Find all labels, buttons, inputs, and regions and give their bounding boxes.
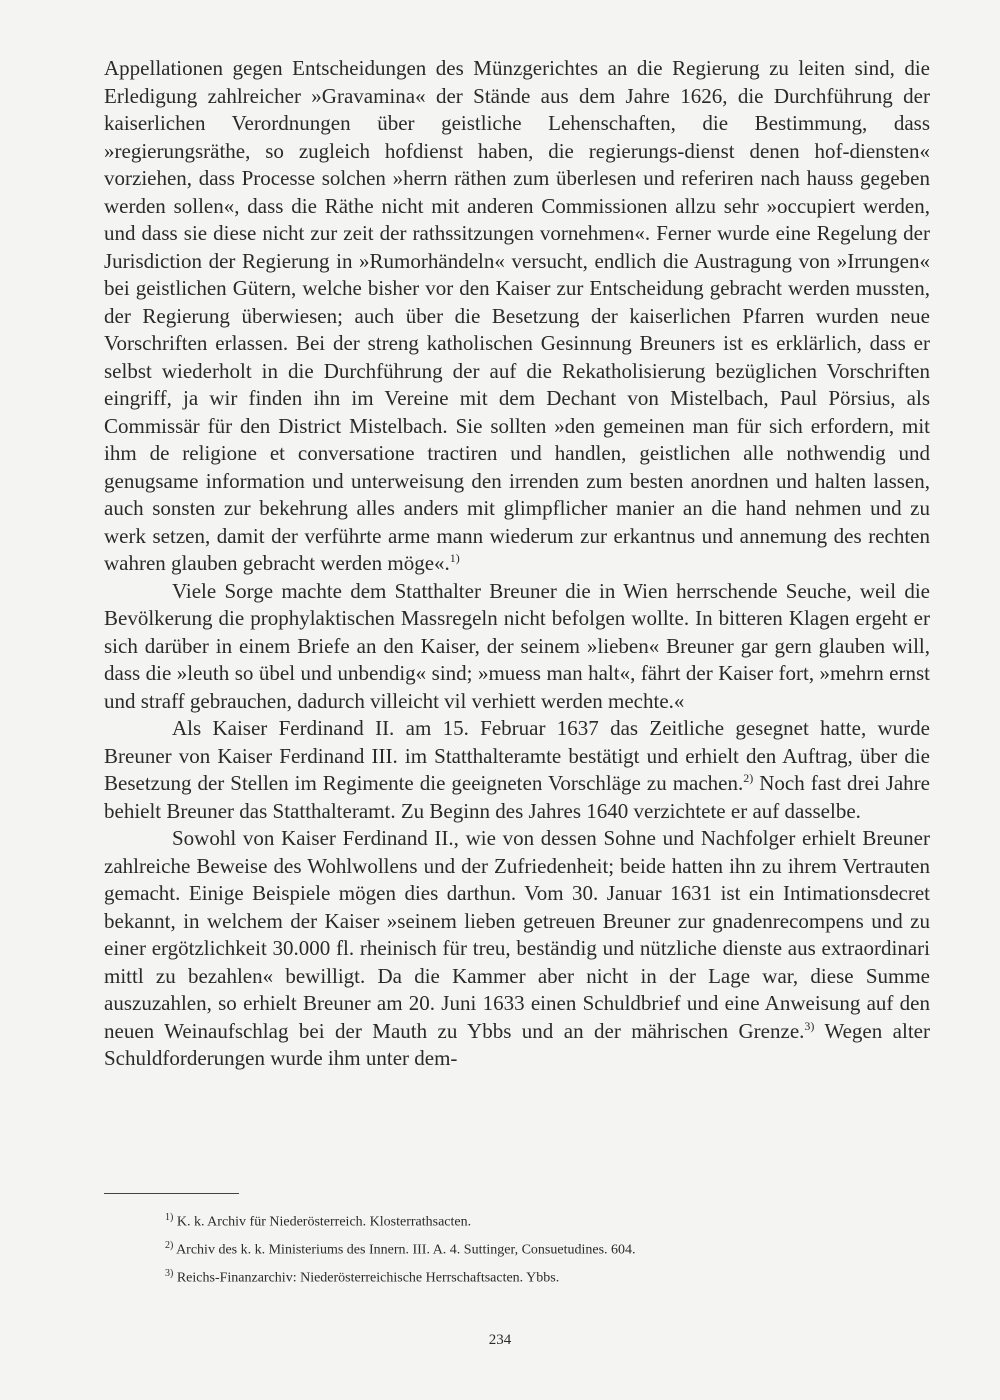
- paragraph: [104, 578, 930, 716]
- footnote-marker: 2): [165, 1240, 174, 1252]
- body-text: [104, 55, 930, 1073]
- footnote-text: K. k. Archiv für Niederösterreich. Klosterrathsacten.: [173, 1214, 472, 1230]
- paragraph-text: Noch fast drei Jahre behielt Breuner das Statthalteramt. Zu Beginn des Jahres 1640 verzichtete er auf dasselbe.: [104, 771, 930, 823]
- footnote: [165, 1206, 865, 1234]
- paragraph-text: Als Kaiser Ferdinand II. am 15. Februar 1637 das Zeitliche gesegnet hatte, wurde Breuner von Kaiser Ferdinand III. im Statthalteramte bestätigt und erhielt den Auftrag, über die Besetzung der Stellen im Regimente die geeigneten Vorschläge zu machen.: [104, 716, 930, 795]
- paragraph-text: Appellationen gegen Entscheidungen des Münzgerichtes an die Regierung zu leiten sind, die Erledigung zahlreicher »Gravamina« der Stände aus dem Jahre 1626, die Durchführung der kaiserlichen Verordnungen über geistliche Lehenschaften, die Bestimmung, dass »regierungsräthe, so zugleich hofdienst haben, die regierungs-dienst denen hof-diensten« vorziehen, dass Processe solchen »herrn räthen zum überlesen und referiren nach hauss gegeben werden sollen«, dass die Räthe nicht mit anderen Commissionen allzu sehr »occupiert werden, und dass sie diese nicht zur zeit der rathssitzungen vornehmen«. Ferner wurde eine Regelung der Jurisdiction der Regierung in »Rumorhändeln« versucht, endlich die Austragung von »Irrungen« bei geistlichen Gütern, welche bisher vor den Kaiser zur Entscheidung gebracht werden mussten, der Regierung überwiesen; auch über die Besetzung der kaiserlichen Pfarren wurden neue Vorschriften erlassen. Bei der streng katholischen Gesinnung Breuners ist es erklärlich, dass er selbst wiederholt in die Durchführung der auf die Rekatholisierung bezüglichen Vorschriften eingriff, ja wir finden ihn im Vereine mit dem Dechant von Mistelbach, Paul Pörsius, als Commissär für den District Mistelbach. Sie sollten »den gemeinen man für sich erfordern, mit ihm de religione et conversatione tractiren und handlen, geistlichen alle nothwendig und genugsame information und unterweisung den irrenden zum besten anordnen und halten lassen, auch sonsten zur bekehrung alles anders mit glimpflicher manier an die hand nehmen und zu werk setzen, damit der verführte arme mann wiederum zur erkantnus und annemung des rechten wahren glauben gebracht werden möge«.: [104, 56, 930, 575]
- footnote: [165, 1234, 865, 1262]
- paragraph-text: Sowohl von Kaiser Ferdinand II., wie von dessen Sohne und Nachfolger erhielt Breuner zahlreiche Beweise des Wohlwollens und der Zufriedenheit; beide hatten ihn zu ihrem Vertrauten gemacht. Einige Beispiele mögen dies darthun. Vom 30. Januar 1631 ist ein Intimationsdecret bekannt, in welchem der Kaiser »seinem lieben getreuen Breuner zur gnadenrecompens und zu einer ergötzlichkeit 30.000 fl. rheinisch für treu, beständig und nützliche dienste aus extraordinari mittl zu bezahlen« bewilligt. Da die Kammer aber nicht in der Lage war, diese Summe auszuzahlen, so erhielt Breuner am 20. Juni 1633 einen Schuldbrief und eine Anweisung auf den neuen Weinaufschlag bei der Mauth zu Ybbs und an der mährischen Grenze.: [104, 826, 930, 1043]
- footnote-text: Archiv des k. k. Ministeriums des Innern. III. A. 4. Suttinger, Consuetudines. 604.: [173, 1242, 636, 1258]
- footnote-reference: 3): [804, 1018, 815, 1033]
- footnote-reference: 1): [449, 551, 460, 565]
- footnote-marker: 1): [165, 1212, 174, 1223]
- page-number: 234: [488, 1332, 512, 1348]
- footnote-text: Reichs-Finanzarchiv: Niederösterreichische Herrschaftsacten. Ybbs.: [173, 1270, 560, 1286]
- paragraph: [104, 715, 930, 825]
- paragraph: [104, 55, 930, 578]
- footnotes: [165, 1206, 865, 1290]
- paragraph-text: Wegen alter Schuldforderungen wurde ihm unter dem-: [104, 1018, 930, 1070]
- footnote-reference: 2): [743, 771, 754, 785]
- page-body: [104, 55, 930, 1073]
- paragraph: [104, 825, 930, 1073]
- footnote-divider: [104, 1193, 239, 1194]
- footnote: [165, 1262, 865, 1290]
- footnote-marker: 3): [165, 1268, 174, 1280]
- paragraph-text: Viele Sorge machte dem Statthalter Breuner die in Wien herrschende Seuche, weil die Bevölkerung die prophylaktischen Massregeln nicht befolgen wollte. In bitteren Klagen ergeht er sich darüber in einem Briefe an den Kaiser, der seinem »lieben« Breuner gar gern glauben will, dass die »leuth so übel und unbendig« sind; »muess man halt«, fährt der Kaiser fort, »mehrn ernst und straff gebrauchen, dadurch villeicht vil verhiett werden mechte.«: [104, 578, 930, 713]
